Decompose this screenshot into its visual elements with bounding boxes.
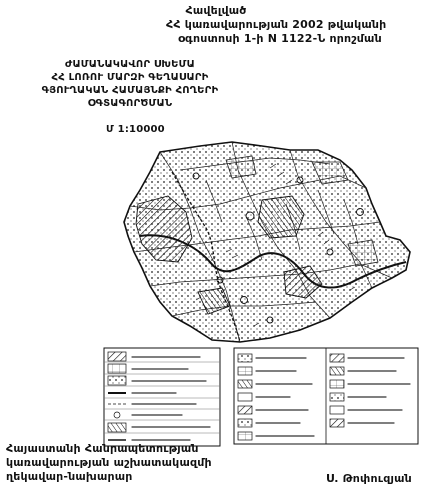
signatory-title (6, 442, 212, 484)
scheme-title-line-4: ՕԳՏԱԳՈՐԾՄԱՆ (87, 98, 173, 109)
annex-label: Հավելված (185, 4, 247, 17)
scheme-title-line-3: ԳՅՈՒՂԱԿԱՆ ՀԱՄԱՅՆՔԻ ՀՈՂԵՐԻ (41, 85, 219, 96)
legend-right (234, 348, 418, 444)
scheme-title-line-1: ԺԱՄԱՆԱԿԱՎՈՐ ՍԽԵՄԱ (64, 59, 196, 70)
legend-left (104, 348, 220, 446)
map-scale: Մ 1:10000 (106, 124, 165, 135)
signatory-title-line-2: կառավարության աշխատակազմի (6, 456, 212, 469)
signatory-title-line-1: Հայաստանի Հանրապետության (6, 442, 199, 455)
annex-decree-date: օգոստոսի 1-ի N 1122-Ն որոշման (178, 32, 382, 45)
signatory-name: Ս. Թոփուզյան (326, 472, 412, 485)
signatory-title-line-3: ղեկավար-նախարար (6, 470, 133, 483)
scheme-title-line-2: ՀՀ ԼՈՌՈՒ ՄԱՐԶԻ ԳԵՂԱՍԱՐԻ (51, 72, 209, 83)
annex-decree: ՀՀ կառավարության 2002 թվականի (166, 18, 387, 31)
